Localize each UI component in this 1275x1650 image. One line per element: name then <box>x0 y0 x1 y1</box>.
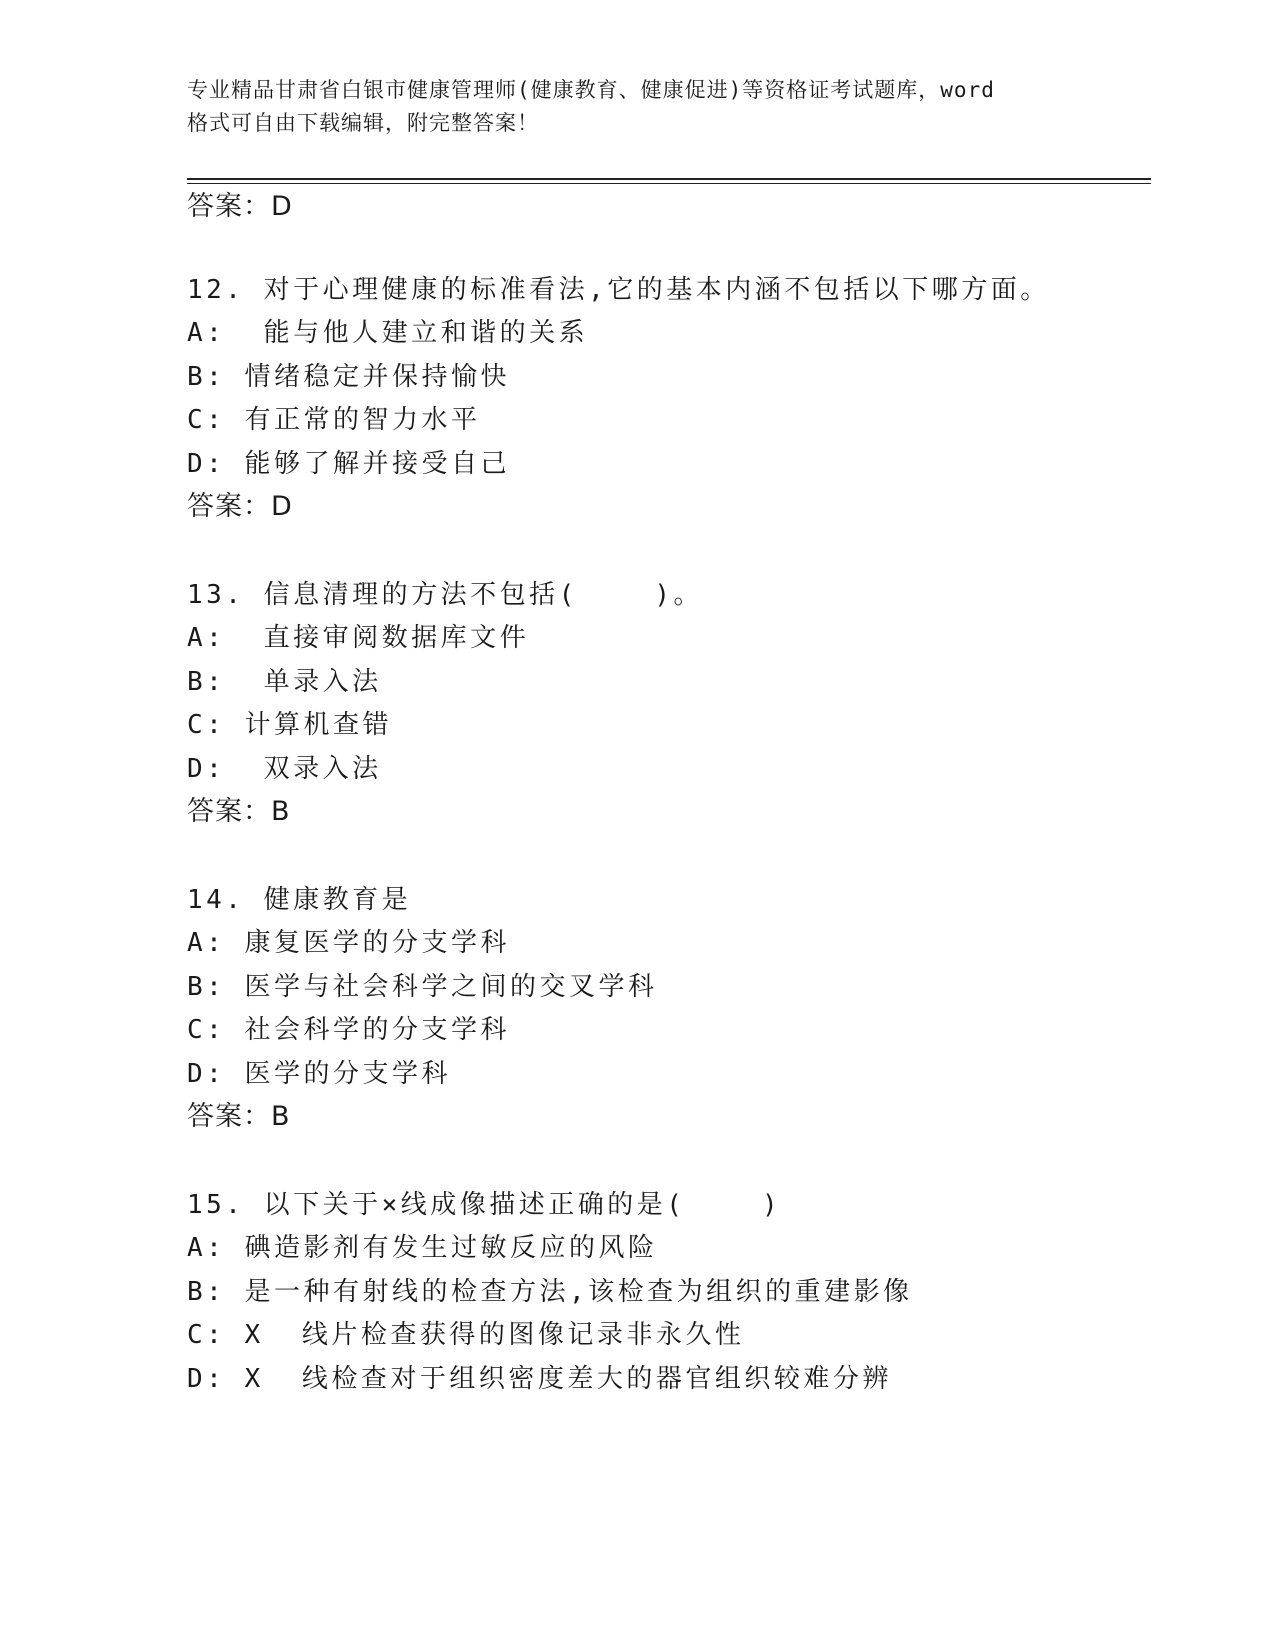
option-b: B: 情绪稳定并保持愉快 <box>187 362 510 392</box>
document-header <box>187 74 1097 140</box>
answer: 答案：B <box>187 1101 291 1132</box>
header-line-1: 专业精品甘肃省白银市健康管理师(健康教育、健康促进)等资格证考试题库，word <box>187 78 995 102</box>
option-a: A: 能与他人建立和谐的关系 <box>187 318 589 348</box>
header-divider-thin <box>187 183 1151 184</box>
option-c: C: X 线片检查获得的图像记录非永久性 <box>187 1320 745 1350</box>
header-line-2: 格式可自由下载编辑，附完整答案！ <box>187 111 539 135</box>
question-stem: 12. 对于心理健康的标准看法,它的基本内涵不包括以下哪方面。 <box>187 275 1050 305</box>
option-a: A: 康复医学的分支学科 <box>187 928 510 958</box>
answer: 答案：D <box>187 491 293 522</box>
option-a: A: 碘造影剂有发生过敏反应的风险 <box>187 1233 658 1263</box>
option-b: B: 是一种有射线的检查方法,该检查为组织的重建影像 <box>187 1277 913 1307</box>
option-a: A: 直接审阅数据库文件 <box>187 623 530 653</box>
option-b: B: 医学与社会科学之间的交叉学科 <box>187 972 658 1002</box>
prev-answer: 答案：D <box>187 191 293 222</box>
header-divider-thick <box>187 178 1151 180</box>
answer: 答案：B <box>187 796 291 827</box>
option-d: D: X 线检查对于组织密度差大的器官组织较难分辨 <box>187 1364 892 1394</box>
question-stem: 15. 以下关于×线成像描述正确的是( ) <box>187 1190 782 1220</box>
option-c: C: 计算机查错 <box>187 710 392 740</box>
option-d: D: 双录入法 <box>187 754 382 784</box>
option-b: B: 单录入法 <box>187 667 382 697</box>
option-d: D: 能够了解并接受自己 <box>187 449 510 479</box>
option-c: C: 有正常的智力水平 <box>187 405 481 435</box>
option-d: D: 医学的分支学科 <box>187 1059 451 1089</box>
question-stem: 13. 信息清理的方法不包括( )。 <box>187 580 704 610</box>
option-c: C: 社会科学的分支学科 <box>187 1015 510 1045</box>
question-stem: 14. 健康教育是 <box>187 885 412 915</box>
